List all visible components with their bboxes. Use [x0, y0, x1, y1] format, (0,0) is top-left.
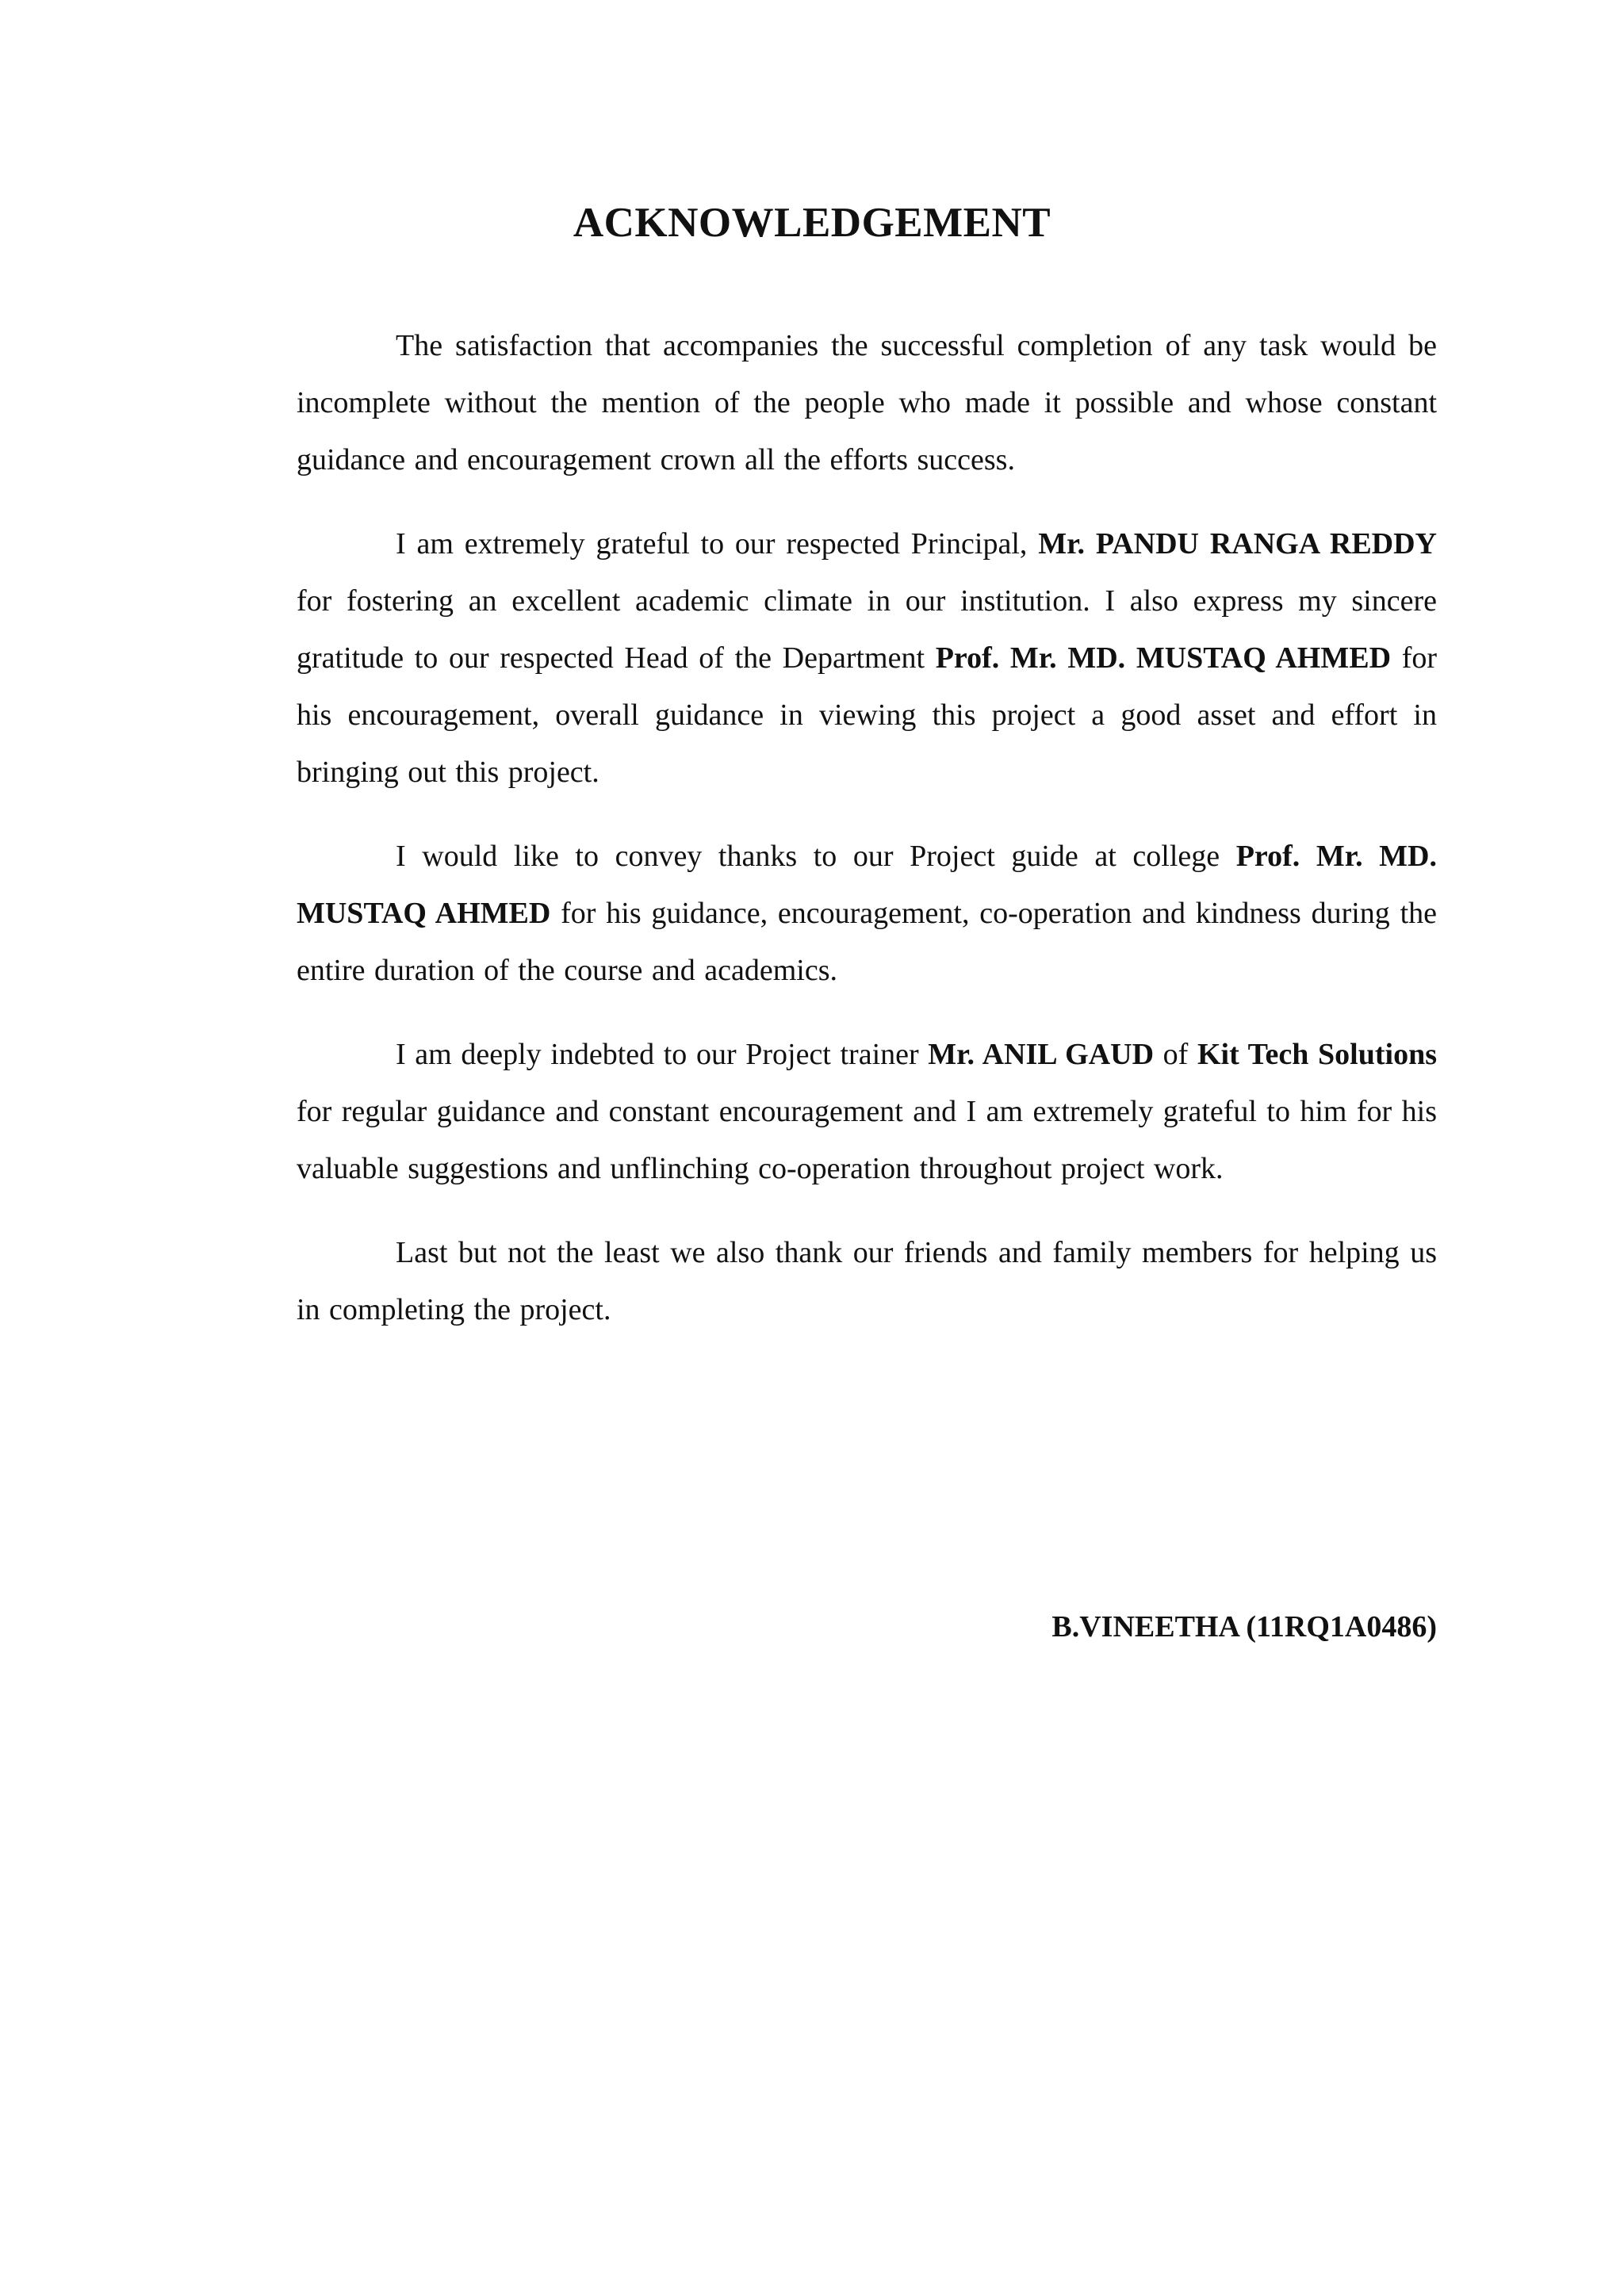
paragraph-text: for fostering an excellent academic climate in our institution. I also express my sincere gratitude to our respected Head of the Department — [297, 584, 1437, 675]
paragraph-text: for his guidance, encouragement, co-operation and kindness during the entire duration of the course and academics. — [297, 897, 1438, 987]
signature: B.VINEETHA (11RQ1A0486) — [1051, 1610, 1437, 1644]
paragraph-text: I am extremely grateful to our respected Principal, — [396, 527, 1039, 561]
paragraph — [297, 317, 1437, 488]
company-name: Kit Tech Solutions — [1197, 1038, 1438, 1071]
principal-name: Mr. PANDU RANGA REDDY — [1038, 527, 1437, 561]
hod-name: Prof. Mr. MD. MUSTAQ AHMED — [935, 641, 1392, 675]
paragraph-text: for his encouragement, overall guidance in viewing this project a good asset and effort in bringing out this project. — [297, 641, 1438, 789]
paragraph-text: I would like to convey thanks to our Project guide at college — [396, 840, 1236, 873]
paragraph-text: The satisfaction that accompanies the successful completion of any task would be incomplete without the mention of the people who made it possible and whose constant guidance and encouragement crown all the efforts success. — [297, 329, 1437, 476]
paragraph — [297, 1224, 1437, 1338]
paragraph-text: I am deeply indebted to our Project trainer — [396, 1038, 929, 1071]
paragraph — [297, 515, 1437, 801]
paragraph — [297, 828, 1437, 999]
project-trainer-name: Mr. ANIL GAUD — [928, 1038, 1155, 1071]
paragraph — [297, 1026, 1437, 1197]
paragraph-text: for regular guidance and constant encouragement and I am extremely grateful to him for his valuable suggestions and unflinching co-operation throughout project work. — [297, 1095, 1437, 1185]
paragraph-text: Last but not the least we also thank our friends and family members for helping us in completing the project. — [297, 1236, 1437, 1326]
page-title: ACKNOWLEDGEMENT — [573, 200, 1051, 246]
project-guide-name: Prof. Mr. MD. MUSTAQ AHMED — [297, 840, 1437, 930]
paragraph-text: of — [1154, 1038, 1197, 1071]
acknowledgement-body — [297, 317, 1437, 1365]
